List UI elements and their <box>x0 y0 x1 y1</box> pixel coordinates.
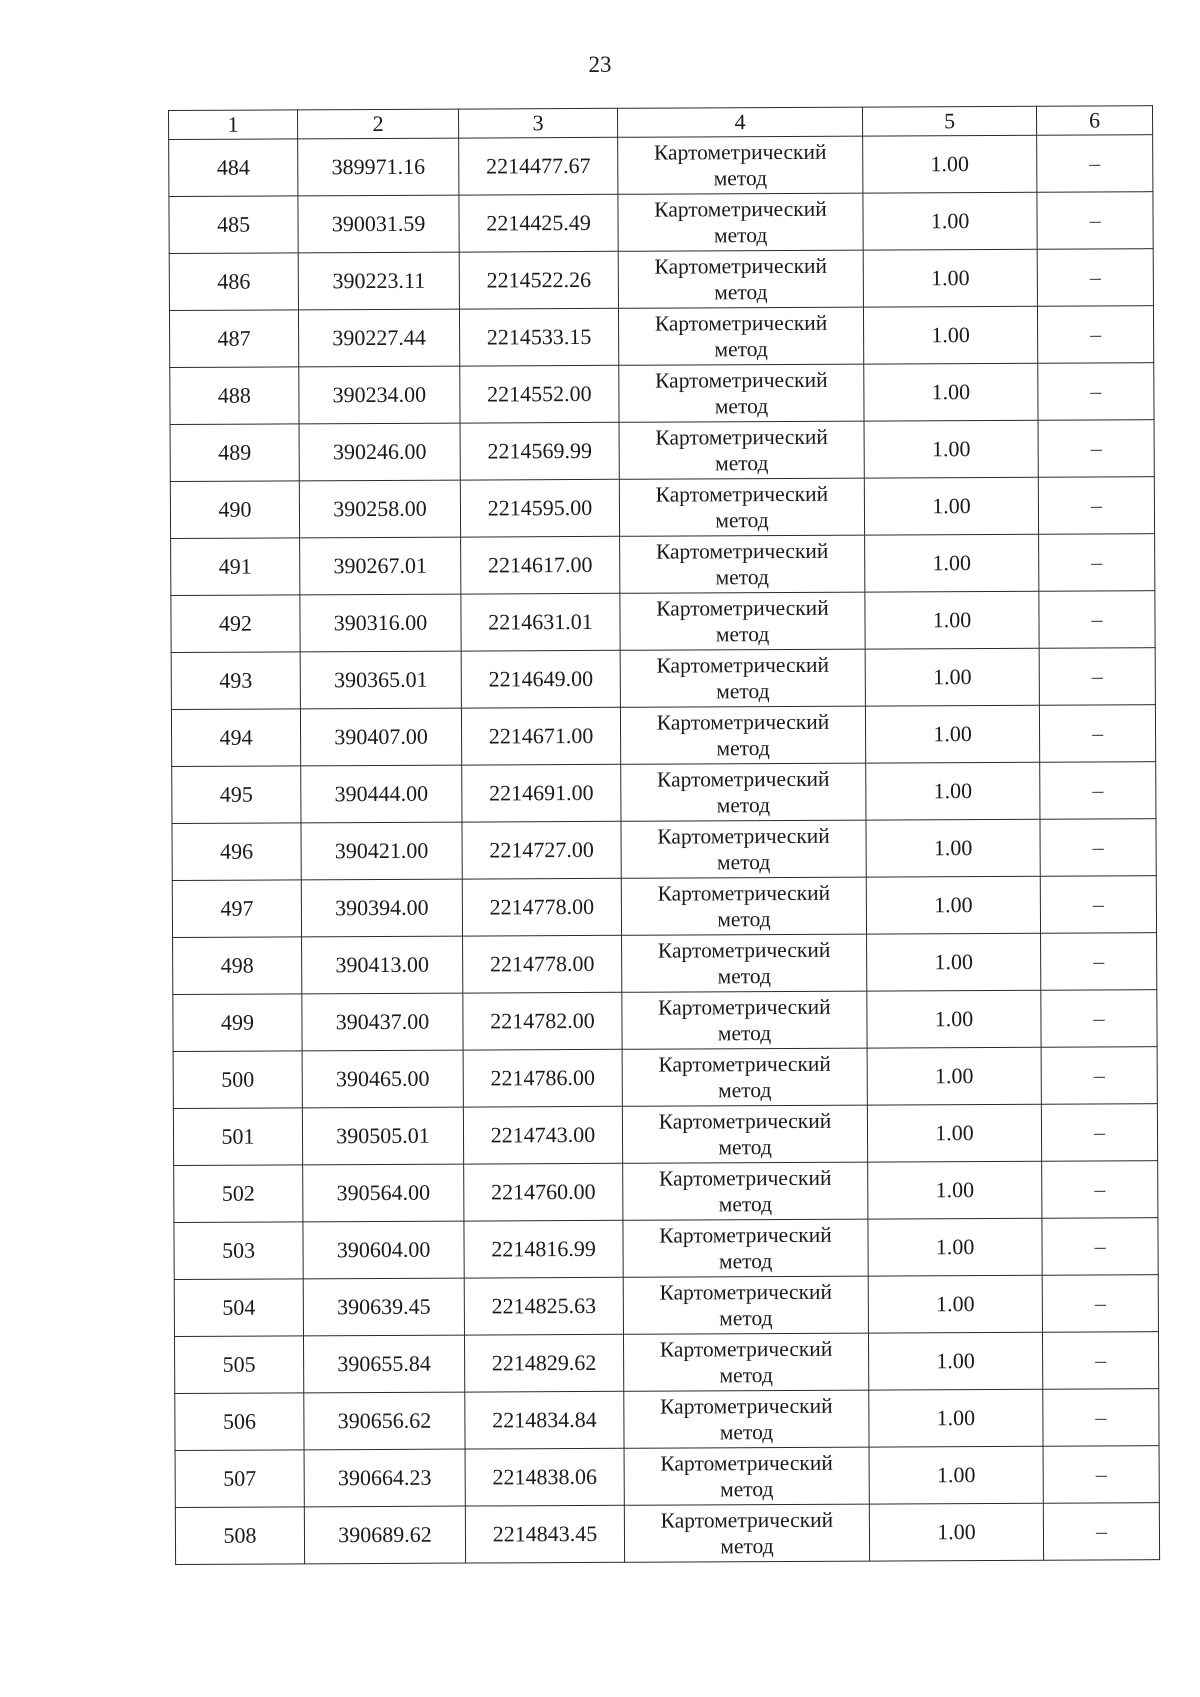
method-line1: Картометрический <box>658 1051 831 1077</box>
method-line2: метод <box>717 964 771 989</box>
coord-x-cell: 390505.01 <box>302 1107 463 1165</box>
accuracy-cell: 1.00 <box>868 1218 1042 1276</box>
accuracy-cell: 1.00 <box>863 306 1037 364</box>
table-row <box>170 477 1154 539</box>
method-cell <box>622 991 867 1049</box>
accuracy-cell: 1.00 <box>868 1275 1042 1333</box>
header-col-2: 2 <box>298 109 459 139</box>
method-cell <box>623 1333 868 1391</box>
coord-x-cell: 390316.00 <box>300 594 461 652</box>
point-number-cell: 496 <box>172 823 301 881</box>
coord-x-cell: 390656.62 <box>304 1392 465 1450</box>
coord-x-cell: 390031.59 <box>298 195 459 253</box>
coord-x-cell: 390655.84 <box>303 1335 464 1393</box>
note-cell: – <box>1038 363 1154 421</box>
coord-y-cell: 2214552.00 <box>460 365 619 423</box>
method-line2: метод <box>719 1420 774 1445</box>
note-cell: – <box>1041 1104 1157 1162</box>
table-row <box>170 363 1154 425</box>
accuracy-cell: 1.00 <box>864 420 1038 478</box>
method-line2: метод <box>716 679 770 704</box>
method-line1: Картометрический <box>660 1393 833 1419</box>
method-line1: Картометрический <box>658 994 831 1020</box>
table-row <box>175 1446 1159 1508</box>
method-cell <box>618 307 863 365</box>
accuracy-cell: 1.00 <box>866 876 1040 934</box>
method-cell <box>620 592 865 650</box>
method-line2: метод <box>717 907 771 932</box>
accuracy-cell: 1.00 <box>869 1446 1043 1504</box>
method-cell <box>621 877 866 935</box>
coord-x-cell: 390689.62 <box>304 1506 465 1564</box>
accuracy-cell: 1.00 <box>867 1047 1041 1105</box>
table-body <box>169 135 1160 1565</box>
table-row <box>169 192 1153 254</box>
accuracy-cell: 1.00 <box>865 648 1039 706</box>
method-line1: Картометрический <box>657 823 830 849</box>
point-number-cell: 508 <box>175 1507 304 1565</box>
note-cell: – <box>1040 876 1156 934</box>
table-row <box>173 990 1157 1052</box>
point-number-cell: 502 <box>174 1165 303 1223</box>
table-row <box>169 135 1153 197</box>
method-cell <box>618 193 863 251</box>
accuracy-cell: 1.00 <box>866 762 1040 820</box>
coord-x-cell: 390223.11 <box>298 252 459 310</box>
point-number-cell: 495 <box>172 766 301 824</box>
accuracy-cell: 1.00 <box>867 1104 1041 1162</box>
coord-x-cell: 390664.23 <box>304 1449 465 1507</box>
point-number-cell: 488 <box>170 367 299 425</box>
note-cell: – <box>1037 135 1153 193</box>
note-cell: – <box>1038 477 1154 535</box>
method-line1: Картометрический <box>657 880 831 906</box>
method-cell <box>621 820 866 878</box>
note-cell: – <box>1040 819 1156 877</box>
table-row <box>170 420 1154 482</box>
method-line2: метод <box>715 565 770 590</box>
method-line1: Картометрический <box>659 1222 832 1248</box>
point-number-cell: 499 <box>173 994 302 1052</box>
note-cell: – <box>1042 1275 1158 1333</box>
method-line1: Картометрический <box>658 1165 832 1191</box>
point-number-cell: 500 <box>173 1051 302 1109</box>
note-cell: – <box>1038 420 1154 478</box>
coord-y-cell: 2214834.84 <box>465 1391 624 1449</box>
point-number-cell: 485 <box>169 196 298 254</box>
accuracy-cell: 1.00 <box>864 477 1038 535</box>
method-line2: метод <box>715 622 770 647</box>
method-cell <box>620 706 865 764</box>
method-line1: Картометрический <box>656 595 829 621</box>
point-number-cell: 497 <box>172 880 301 938</box>
method-line2: метод <box>715 451 769 476</box>
method-cell <box>621 763 866 821</box>
method-cell <box>619 478 864 536</box>
table-row <box>174 1332 1158 1394</box>
coord-y-cell: 2214691.00 <box>462 764 621 822</box>
point-number-cell: 484 <box>169 139 298 197</box>
method-cell <box>618 250 863 308</box>
table-row <box>169 306 1153 368</box>
method-cell <box>624 1447 869 1505</box>
coord-y-cell: 2214743.00 <box>463 1106 622 1164</box>
coord-y-cell: 2214782.00 <box>463 992 622 1050</box>
point-number-cell: 486 <box>169 253 298 311</box>
method-line2: метод <box>713 223 768 248</box>
point-number-cell: 487 <box>169 310 298 368</box>
point-number-cell: 492 <box>171 595 300 653</box>
accuracy-cell: 1.00 <box>867 933 1041 991</box>
coord-y-cell: 2214617.00 <box>461 536 620 594</box>
coord-y-cell: 2214843.45 <box>465 1505 624 1563</box>
coord-y-cell: 2214595.00 <box>460 479 619 537</box>
coord-y-cell: 2214522.26 <box>459 251 618 309</box>
note-cell: – <box>1043 1446 1159 1504</box>
table-row <box>174 1218 1158 1280</box>
method-line1: Картометрический <box>660 1450 833 1476</box>
method-line2: метод <box>718 1135 772 1160</box>
method-line2: метод <box>719 1363 773 1388</box>
accuracy-cell: 1.00 <box>867 990 1041 1048</box>
header-col-5: 5 <box>862 106 1036 136</box>
method-line1: Картометрический <box>660 1507 834 1533</box>
header-col-6: 6 <box>1036 106 1152 136</box>
header-col-1: 1 <box>169 110 298 140</box>
page-number: 23 <box>588 52 612 77</box>
note-cell: – <box>1039 648 1155 706</box>
method-line2: метод <box>719 1306 773 1331</box>
method-line2: метод <box>713 166 768 191</box>
method-line1: Картометрический <box>655 481 829 507</box>
table-row <box>171 591 1155 653</box>
note-cell: – <box>1043 1389 1159 1447</box>
table-row <box>171 534 1155 596</box>
method-cell <box>623 1219 868 1277</box>
method-line2: метод <box>716 736 770 761</box>
method-line1: Картометрический <box>656 709 830 735</box>
coord-x-cell: 390365.01 <box>300 651 461 709</box>
method-line1: Картометрический <box>658 1108 832 1134</box>
method-cell <box>619 421 864 479</box>
method-line1: Картометрический <box>655 367 828 393</box>
method-line1: Картометрический <box>657 937 831 963</box>
accuracy-cell: 1.00 <box>863 135 1037 193</box>
header-col-3: 3 <box>458 108 617 138</box>
coord-x-cell: 390413.00 <box>302 936 463 994</box>
method-line2: метод <box>714 280 768 305</box>
coord-x-cell: 390258.00 <box>299 480 460 538</box>
coord-y-cell: 2214786.00 <box>463 1049 622 1107</box>
method-line2: метод <box>716 793 771 818</box>
table-row <box>171 705 1155 767</box>
coord-y-cell: 2214760.00 <box>464 1163 623 1221</box>
table-row <box>174 1275 1158 1337</box>
accuracy-cell: 1.00 <box>865 534 1039 592</box>
point-number-cell: 493 <box>171 652 300 710</box>
point-number-cell: 506 <box>175 1393 304 1451</box>
accuracy-cell: 1.00 <box>863 192 1037 250</box>
method-line1: Картометрический <box>659 1279 833 1305</box>
note-cell: – <box>1037 249 1153 307</box>
accuracy-cell: 1.00 <box>863 249 1037 307</box>
method-cell <box>624 1390 869 1448</box>
note-cell: – <box>1039 591 1155 649</box>
coord-x-cell: 390639.45 <box>303 1278 464 1336</box>
coord-x-cell: 390267.01 <box>300 537 461 595</box>
accuracy-cell: 1.00 <box>865 591 1039 649</box>
coord-x-cell: 390234.00 <box>299 366 460 424</box>
table-row <box>173 1047 1157 1109</box>
coord-x-cell: 390465.00 <box>302 1050 463 1108</box>
note-cell: – <box>1041 933 1157 991</box>
note-cell: – <box>1041 1047 1157 1105</box>
point-number-cell: 503 <box>174 1222 303 1280</box>
coord-y-cell: 2214816.99 <box>464 1220 623 1278</box>
table-row <box>175 1389 1159 1451</box>
coord-x-cell: 390394.00 <box>301 879 462 937</box>
method-line1: Картометрический <box>654 196 827 222</box>
method-line1: Картометрический <box>655 424 828 450</box>
point-number-cell: 491 <box>171 538 300 596</box>
note-cell: – <box>1040 762 1156 820</box>
accuracy-cell: 1.00 <box>868 1161 1042 1219</box>
accuracy-cell: 1.00 <box>869 1503 1043 1561</box>
table-row <box>171 648 1155 710</box>
method-line2: метод <box>718 1078 772 1103</box>
method-line1: Картометрический <box>654 310 828 336</box>
table-row <box>172 819 1156 881</box>
coord-x-cell: 390227.44 <box>298 309 459 367</box>
method-cell <box>623 1276 868 1334</box>
table-row <box>169 249 1153 311</box>
method-line2: метод <box>717 1021 772 1046</box>
coord-y-cell: 2214829.62 <box>464 1334 623 1392</box>
method-line2: метод <box>714 337 768 362</box>
method-line1: Картометрический <box>656 766 830 792</box>
header-col-4: 4 <box>617 107 862 137</box>
coord-y-cell: 2214477.67 <box>459 137 618 195</box>
method-line1: Картометрический <box>655 538 829 564</box>
coord-y-cell: 2214569.99 <box>460 422 619 480</box>
coord-x-cell: 390421.00 <box>301 822 462 880</box>
method-cell <box>618 136 863 194</box>
method-line2: метод <box>720 1477 774 1502</box>
method-cell <box>623 1162 868 1220</box>
coord-y-cell: 2214671.00 <box>461 707 620 765</box>
method-line1: Картометрический <box>659 1336 833 1362</box>
note-cell: – <box>1042 1332 1158 1390</box>
method-line1: Картометрический <box>653 139 827 165</box>
method-line2: метод <box>718 1192 773 1217</box>
method-cell <box>620 649 865 707</box>
point-number-cell: 507 <box>175 1450 304 1508</box>
coord-x-cell: 390246.00 <box>299 423 460 481</box>
coord-y-cell: 2214533.15 <box>459 308 618 366</box>
coord-y-cell: 2214727.00 <box>462 821 621 879</box>
accuracy-cell: 1.00 <box>865 705 1039 763</box>
method-line1: Картометрический <box>654 253 828 279</box>
coord-x-cell: 390444.00 <box>301 765 462 823</box>
method-line2: метод <box>720 1534 774 1559</box>
method-cell <box>620 535 865 593</box>
coord-y-cell: 2214825.63 <box>464 1277 623 1335</box>
coord-y-cell: 2214778.00 <box>463 935 622 993</box>
accuracy-cell: 1.00 <box>868 1332 1042 1390</box>
coord-y-cell: 2214425.49 <box>459 194 618 252</box>
point-number-cell: 489 <box>170 424 299 482</box>
point-number-cell: 501 <box>173 1108 302 1166</box>
table-row <box>172 876 1156 938</box>
note-cell: – <box>1037 192 1153 250</box>
coordinates-table <box>168 105 1160 1565</box>
note-cell: – <box>1042 1218 1158 1276</box>
coord-x-cell: 390437.00 <box>302 993 463 1051</box>
method-line2: метод <box>714 394 769 419</box>
method-cell <box>622 1048 867 1106</box>
method-line2: метод <box>718 1249 773 1274</box>
coord-x-cell: 389971.16 <box>298 138 459 196</box>
table-row <box>172 762 1156 824</box>
coord-x-cell: 390564.00 <box>303 1164 464 1222</box>
method-cell <box>619 364 864 422</box>
coord-y-cell: 2214631.01 <box>461 593 620 651</box>
method-line2: метод <box>715 508 769 533</box>
note-cell: – <box>1042 1161 1158 1219</box>
accuracy-cell: 1.00 <box>869 1389 1043 1447</box>
coord-y-cell: 2214778.00 <box>462 878 621 936</box>
point-number-cell: 490 <box>170 481 299 539</box>
method-cell <box>622 934 867 992</box>
table-row <box>174 1161 1158 1223</box>
coord-y-cell: 2214649.00 <box>461 650 620 708</box>
method-line1: Картометрический <box>656 652 830 678</box>
point-number-cell: 494 <box>171 709 300 767</box>
point-number-cell: 504 <box>174 1279 303 1337</box>
coord-x-cell: 390407.00 <box>300 708 461 766</box>
method-cell <box>624 1504 869 1562</box>
table-row <box>175 1503 1159 1565</box>
note-cell: – <box>1037 306 1153 364</box>
note-cell: – <box>1039 705 1155 763</box>
table-row <box>173 1104 1157 1166</box>
coord-y-cell: 2214838.06 <box>465 1448 624 1506</box>
point-number-cell: 505 <box>174 1336 303 1394</box>
note-cell: – <box>1039 534 1155 592</box>
accuracy-cell: 1.00 <box>866 819 1040 877</box>
coord-x-cell: 390604.00 <box>303 1221 464 1279</box>
note-cell: – <box>1043 1503 1159 1561</box>
note-cell: – <box>1041 990 1157 1048</box>
method-line2: метод <box>716 850 771 875</box>
method-cell <box>622 1105 867 1163</box>
accuracy-cell: 1.00 <box>864 363 1038 421</box>
table-row <box>173 933 1157 995</box>
point-number-cell: 498 <box>173 937 302 995</box>
